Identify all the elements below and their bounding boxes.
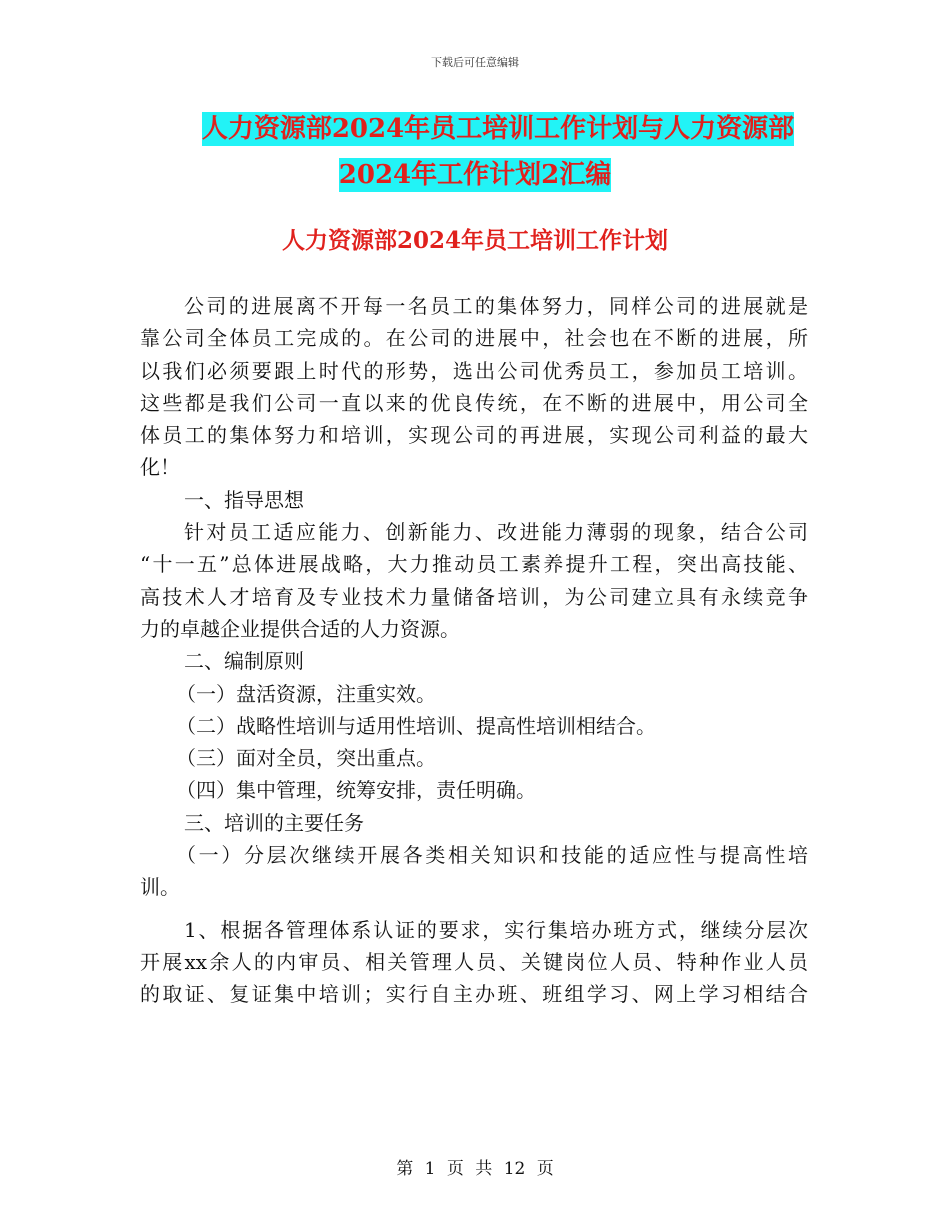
header-note: 下载后可任意编辑 [431,56,519,69]
paragraph-line: 这些都是我们公司一直以来的优良传统，在不断的进展中，用公司全 [140,390,808,415]
heading-principles: 二、编制原则 [184,649,304,674]
list-item: （四）集中管理，统筹安排，责任明确。 [176,778,536,803]
paragraph-line: “十一五”总体进展战略，大力推动员工素养提升工程，突出高技能、 [140,552,808,577]
paragraph-line: 力的卓越企业提供合适的人力资源。 [140,616,460,641]
heading-main-tasks: 三、培训的主要任务 [184,810,364,835]
body-text [140,290,808,1011]
paragraph-line: 以我们必须要跟上时代的形势，选出公司优秀员工，参加员工培训。 [140,358,808,383]
list-item: （一）盘活资源，注重实效。 [176,681,436,706]
page-number-footer: 第 1 页 共 12 页 [396,1159,554,1179]
section-title: 人力资源部2024年员工培训工作计划 [281,227,668,254]
document-title-line-2 [0,158,950,192]
title-highlight-2: 2024年工作计划2汇编 [338,160,612,190]
document-title-line-1 [0,112,950,146]
heading-guiding-thought: 一、指导思想 [184,487,304,512]
paragraph-line: 开展xx余人的内审员、相关管理人员、关键岗位人员、特种作业人员 [140,949,808,974]
paragraph-line: 公司的进展离不开每一名员工的集体努力，同样公司的进展就是 [184,294,808,318]
title-highlight-1: 人力资源部2024年员工培训工作计划与人力资源部 [201,114,795,144]
list-item: （三）面对全员，突出重点。 [176,746,436,771]
paragraph-line: 高技术人才培育及专业技术力量储备培训，为公司建立具有永续竞争 [140,584,808,609]
paragraph-line: 的取证、复证集中培训；实行自主办班、班组学习、网上学习相结合 [140,982,808,1007]
paragraph-line: （一）分层次继续开展各类相关知识和技能的适应性与提高性培 [176,843,808,868]
paragraph-line: 化！ [140,455,180,480]
paragraph-line: 体员工的集体努力和培训，实现公司的再进展，实现公司利益的最大 [140,423,808,448]
paragraph-line: 针对员工适应能力、创新能力、改进能力薄弱的现象，结合公司 [184,520,808,545]
paragraph-line: 靠公司全体员工完成的。在公司的进展中，社会也在不断的进展，所 [140,326,808,351]
paragraph-line: 训。 [140,875,180,900]
paragraph-line: 1、根据各管理体系认证的要求，实行集培办班方式，继续分层次 [184,917,808,942]
list-item: （二）战略性培训与适用性培训、提高性培训相结合。 [176,713,656,738]
